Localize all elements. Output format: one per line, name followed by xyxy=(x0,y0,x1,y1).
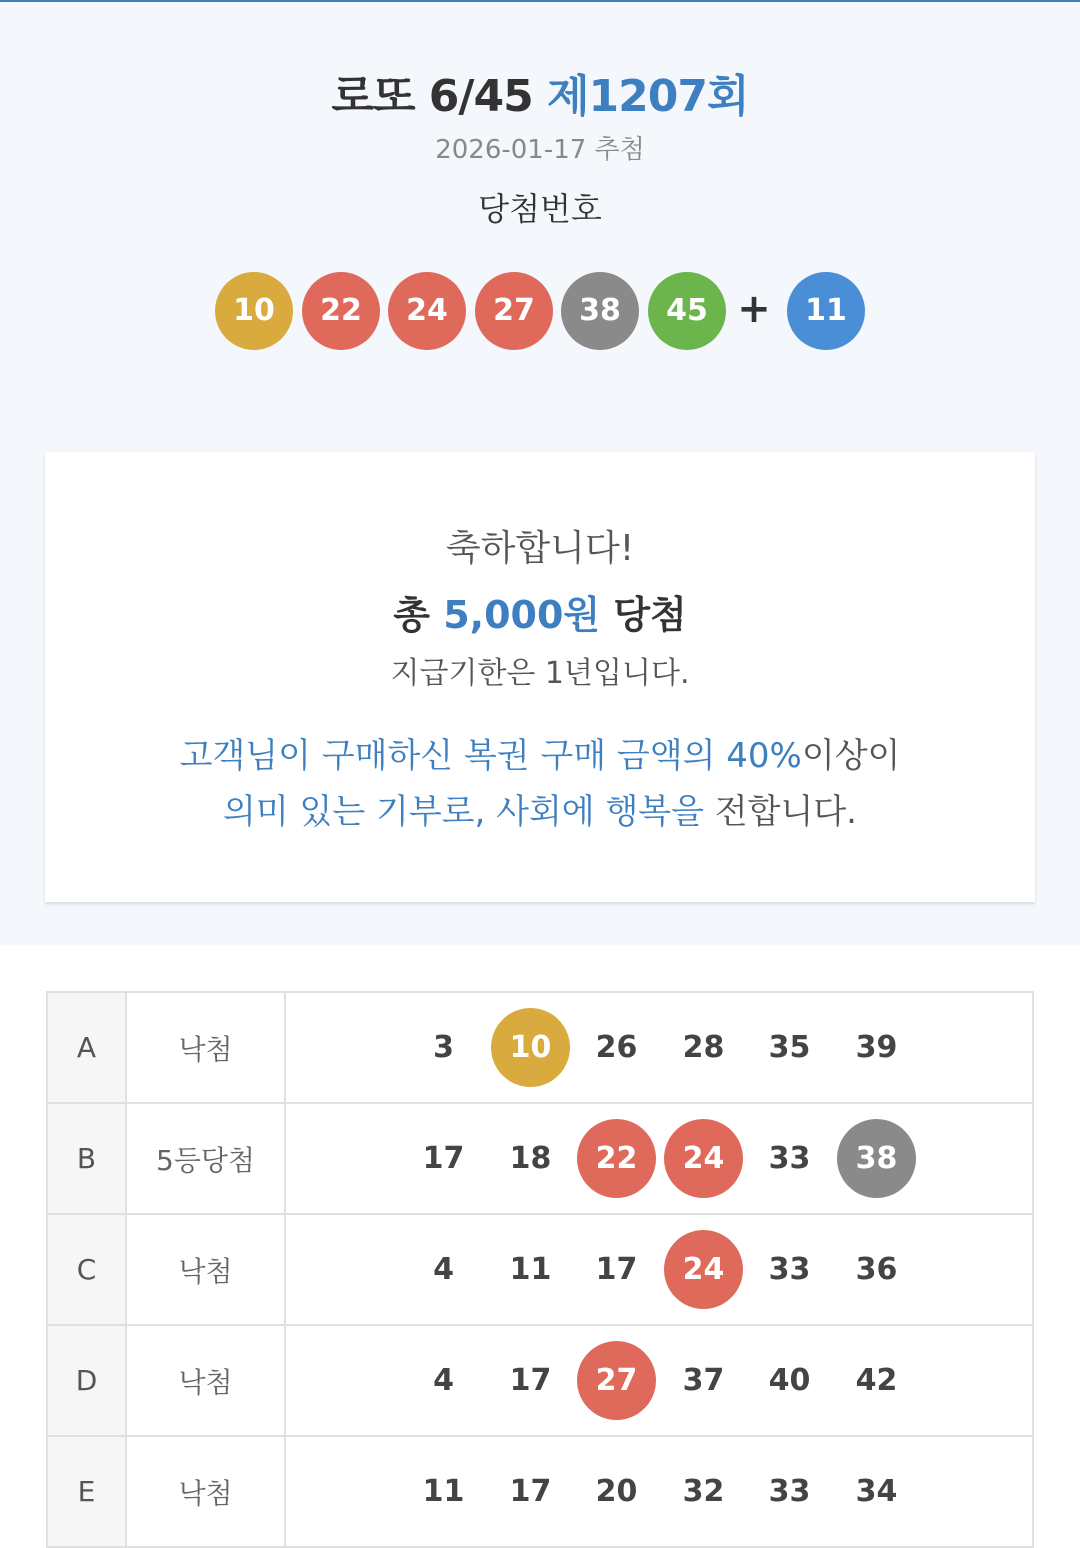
ticket-row xyxy=(47,1325,1033,1436)
ticket-result: 낙첨 xyxy=(126,1325,285,1436)
winning-ball-4: 27 xyxy=(475,272,553,350)
congrats-text: 축하합니다! xyxy=(445,528,635,569)
ticket-number: 34 xyxy=(855,1474,898,1509)
donation-line2-rest: 전합니다. xyxy=(704,792,857,832)
ticket-result: 낙첨 xyxy=(126,992,285,1103)
ticket-number: 20 xyxy=(595,1474,638,1509)
plus-icon: + xyxy=(737,286,771,332)
ticket-numbers-wrap xyxy=(286,1104,1036,1213)
game-name: 로또 6/45 xyxy=(331,71,533,122)
ticket-number-matched: 10 xyxy=(491,1008,570,1087)
ticket-number: 33 xyxy=(768,1252,811,1287)
ticket-number: 33 xyxy=(768,1474,811,1509)
total-prefix: 총 xyxy=(393,593,430,637)
ticket-number: 32 xyxy=(682,1474,725,1509)
donation-line1-highlight: 고객님이 구매하신 복권 구매 금액의 40% xyxy=(179,736,802,776)
ticket-number-matched: 22 xyxy=(577,1119,656,1198)
ticket-number: 40 xyxy=(768,1363,811,1398)
ticket-numbers xyxy=(285,1103,1033,1214)
round-number: 제1207회 xyxy=(547,71,749,122)
ticket-number: 37 xyxy=(682,1363,725,1398)
winning-ball-5: 38 xyxy=(561,272,639,350)
ticket-number: 36 xyxy=(855,1252,898,1287)
ticket-numbers-wrap xyxy=(286,1437,1036,1546)
ticket-numbers-wrap xyxy=(286,1326,1036,1435)
ticket-number: 39 xyxy=(855,1030,898,1065)
ticket-number: 17 xyxy=(509,1363,552,1398)
winning-ball-3: 24 xyxy=(388,272,466,350)
ticket-numbers xyxy=(285,1436,1033,1547)
total-amount: 5,000원 xyxy=(443,593,601,637)
ticket-label: A xyxy=(47,992,126,1103)
ticket-numbers xyxy=(285,1214,1033,1325)
ticket-number: 42 xyxy=(855,1363,898,1398)
ticket-number-matched: 38 xyxy=(837,1119,916,1198)
bonus-ball: 11 xyxy=(787,272,865,350)
ticket-row xyxy=(47,992,1033,1103)
ticket-results-table xyxy=(46,991,1034,1548)
ticket-number: 4 xyxy=(433,1252,454,1287)
ticket-number: 11 xyxy=(509,1252,552,1287)
ticket-number: 3 xyxy=(433,1030,454,1065)
ticket-result: 낙첨 xyxy=(126,1214,285,1325)
ticket-result: 5등당첨 xyxy=(126,1103,285,1214)
ticket-numbers xyxy=(285,1325,1033,1436)
payment-deadline: 지급기한은 1년입니다. xyxy=(390,656,690,691)
ticket-row xyxy=(47,1436,1033,1547)
ticket-label: B xyxy=(47,1103,126,1214)
winning-ball-6: 45 xyxy=(648,272,726,350)
page-title xyxy=(0,60,1080,124)
ticket-result: 낙첨 xyxy=(126,1436,285,1547)
total-suffix: 당첨 xyxy=(613,593,687,637)
donation-line2-highlight: 의미 있는 기부로, 사회에 행복을 xyxy=(222,792,704,832)
total-prize xyxy=(45,584,1035,639)
winning-numbers-label: 당첨번호 xyxy=(478,190,602,228)
ticket-row xyxy=(47,1103,1033,1214)
ticket-number: 26 xyxy=(595,1030,638,1065)
ticket-number-matched: 24 xyxy=(664,1119,743,1198)
ticket-number: 28 xyxy=(682,1030,725,1065)
winning-numbers-section xyxy=(0,2,1080,945)
winning-ball-2: 22 xyxy=(302,272,380,350)
donation-message xyxy=(45,728,1035,840)
ticket-label: C xyxy=(47,1214,126,1325)
ticket-numbers-wrap xyxy=(286,1215,1036,1324)
result-card xyxy=(45,452,1035,902)
winning-ball-1: 10 xyxy=(215,272,293,350)
ticket-number: 4 xyxy=(433,1363,454,1398)
ticket-numbers-wrap xyxy=(286,993,1036,1102)
draw-date: 2026-01-17 추첨 xyxy=(435,135,645,165)
ticket-number: 18 xyxy=(509,1141,552,1176)
ticket-number-matched: 27 xyxy=(577,1341,656,1420)
ticket-number: 11 xyxy=(422,1474,465,1509)
donation-line1-rest: 이상이 xyxy=(801,736,901,776)
ticket-number: 17 xyxy=(509,1474,552,1509)
ticket-label: D xyxy=(47,1325,126,1436)
ticket-label: E xyxy=(47,1436,126,1547)
ticket-number: 17 xyxy=(422,1141,465,1176)
ticket-number: 35 xyxy=(768,1030,811,1065)
ticket-number: 33 xyxy=(768,1141,811,1176)
ticket-numbers xyxy=(285,992,1033,1103)
ticket-number: 17 xyxy=(595,1252,638,1287)
ticket-row xyxy=(47,1214,1033,1325)
ticket-number-matched: 24 xyxy=(664,1230,743,1309)
